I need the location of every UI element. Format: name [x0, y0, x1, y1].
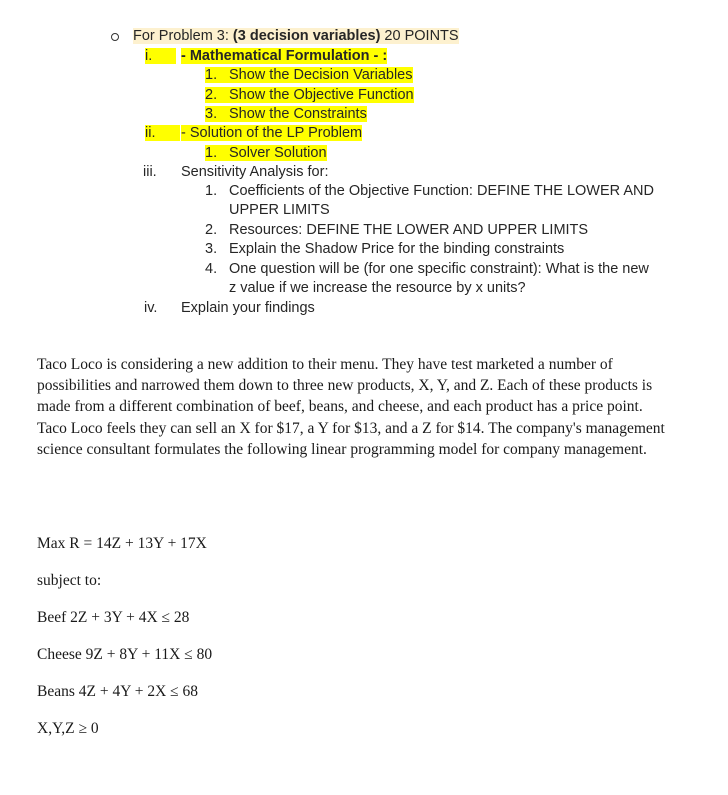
problem-header — [133, 27, 459, 46]
outline-marker-i: i. — [145, 47, 176, 66]
sub-marker: 1. — [205, 144, 229, 163]
sub-item-text: Show the Constraints — [229, 106, 367, 122]
objective-function: Max R = 14Z + 13Y + 17X — [37, 535, 207, 552]
outline-marker-ii: ii. — [145, 124, 180, 143]
header-bold: (3 decision variables) — [232, 28, 381, 44]
sub-item-text: Explain the Shadow Price for the binding constraints — [229, 241, 565, 257]
outline-item-iii: Sensitivity Analysis for: — [181, 164, 329, 180]
outline-marker-iv: iv. — [144, 300, 158, 316]
sub-marker: 4. — [205, 261, 218, 277]
sub-marker: 2. — [205, 222, 218, 238]
outline-item-i: - Mathematical Formulation - : — [181, 48, 388, 64]
nonnegativity-constraint: X,Y,Z ≥ 0 — [37, 720, 99, 737]
outline-marker-iii: iii. — [143, 164, 157, 180]
sub-marker: 3. — [205, 105, 229, 124]
subject-to-label: subject to: — [37, 572, 102, 589]
problem-paragraph: Taco Loco is considering a new addition to their menu. They have test marketed a number of possibilities and narrowed them down to three new products, X, Y, and Z. Each of these products is made from a different combination of beef, beans, and cheese, and each product has a price point. Taco Loco feels they can sell an X for $17, a Y for $13, and a Z for $14. The company's management science consultant formulates the following linear programming model for company management. — [37, 356, 665, 458]
sub-item-text: Show the Objective Function — [229, 87, 414, 103]
bullet-circle-icon — [111, 33, 119, 41]
sub-item-text: Coefficients of the Objective Function: DEFINE THE LOWER AND — [229, 183, 654, 199]
sub-item-text: Show the Decision Variables — [229, 67, 413, 83]
outline-item-iv: Explain your findings — [181, 300, 315, 316]
sub-marker: 3. — [205, 241, 218, 257]
outline-item-ii: - Solution of the LP Problem — [181, 125, 363, 141]
sub-item-text: Solver Solution — [229, 145, 327, 161]
constraint-beans: Beans 4Z + 4Y + 2X ≤ 68 — [37, 683, 199, 700]
sub-item-text-cont: z value if we increase the resource by x units? — [229, 280, 526, 296]
sub-item-text: One question will be (for one specific constraint): What is the new — [229, 261, 649, 277]
header-prefix: For Problem 3: — [133, 28, 233, 44]
sub-item-text-cont: UPPER LIMITS — [229, 202, 330, 218]
constraint-beef: Beef 2Z + 3Y + 4X ≤ 28 — [37, 609, 190, 626]
sub-item-text: Resources: DEFINE THE LOWER AND UPPER LIMITS — [229, 222, 589, 238]
constraint-cheese: Cheese 9Z + 8Y + 11X ≤ 80 — [37, 646, 213, 663]
sub-marker: 1. — [205, 66, 229, 85]
header-points: 20 POINTS — [380, 28, 459, 44]
sub-marker: 2. — [205, 86, 229, 105]
sub-marker: 1. — [205, 183, 218, 199]
